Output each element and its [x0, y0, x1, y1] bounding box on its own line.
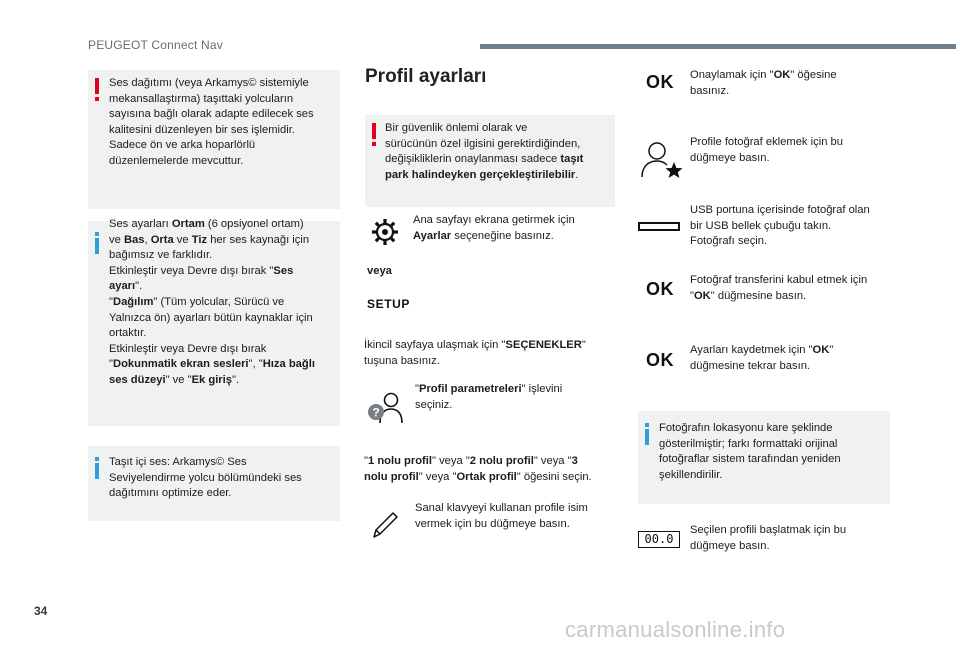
setup-button-label[interactable]: SETUP	[367, 297, 411, 311]
page-number: 34	[34, 604, 48, 618]
ok-button-icon[interactable]: OK	[646, 350, 674, 370]
ok-button-icon[interactable]: OK	[646, 72, 674, 92]
info-icon	[645, 429, 649, 445]
secondary-page-step-text: İkincil sayfaya ulaşmak için "SEÇENEKLER" tuşuna basınız.	[364, 339, 586, 367]
profile-params-step-text: "Profil parametreleri" işlevini seçiniz.	[415, 383, 563, 411]
warning-text: Bir güvenlik önlemi olarak ve sürücünün özel ilgisini gerektirdiğinden, değişikliklerin onaylanması sadece taşıt park halindeyken gerçekleştirilebilir.	[385, 122, 584, 181]
usb-stick-icon	[638, 222, 680, 231]
transfer-step-text: Fotoğraf transferini kabul etmek için "OK" düğmesine basın.	[690, 274, 868, 302]
info-icon	[95, 463, 99, 479]
add-photo-step-text: Profile fotoğraf eklemek için bu düğmeye basın.	[690, 136, 843, 164]
info-text: Taşıt içi ses: Arkamys© Ses Seviyelendirme yolcu bölümündeki ses dağıtımını optimize eder.	[109, 456, 302, 500]
page-title: Profil ayarları	[365, 66, 487, 87]
photo-format-info-box	[638, 411, 890, 504]
reset-step-text: Seçilen profili başlatmak için bu düğmeye basın.	[690, 524, 847, 552]
svg-text:?: ?	[372, 405, 380, 420]
info-text: Fotoğrafın lokasyonu kare şeklinde gösterilmiştir; farkı formattaki orijinal fotoğraflar sistem tarafından yeniden şekillendirilir.	[659, 422, 841, 481]
profile-choice-text: "1 nolu profil" veya "2 nolu profil" veya "3 nolu profil" veya "Ortak profil" öğesini seçin.	[364, 455, 592, 483]
settings-gear-icon[interactable]	[371, 218, 399, 246]
page-header-title: PEUGEOT Connect Nav	[88, 38, 223, 52]
or-label: veya	[367, 265, 392, 277]
reset-profile-button[interactable]: 00.0	[638, 531, 680, 548]
info-icon	[95, 238, 99, 254]
settings-step-text: Ana sayfayı ekrana getirmek için Ayarlar seçeneğine basınız.	[413, 214, 575, 242]
add-profile-photo-icon[interactable]	[640, 140, 684, 178]
header-accent-bar	[480, 44, 956, 49]
arkamys-info-box	[88, 446, 340, 521]
ok-button-icon[interactable]: OK	[646, 279, 674, 299]
warning-icon	[95, 78, 99, 94]
pencil-edit-icon[interactable]	[370, 510, 400, 540]
save-step-text: Ayarları kaydetmek için "OK" düğmesine tekrar basın.	[690, 344, 834, 372]
confirm-step-text: Onaylamak için "OK" öğesine basınız.	[690, 69, 837, 97]
profile-help-icon[interactable]	[366, 392, 406, 424]
warning-icon	[372, 123, 376, 139]
keyboard-step-text: Sanal klavyeyi kullanan profile isim vermek için bu düğmeye basın.	[415, 502, 588, 530]
usb-step-text: USB portuna içerisinde fotoğraf olan bir USB bellek çubuğu takın. Fotoğrafı seçin.	[690, 204, 870, 248]
info-text: Ses ayarları Ortam (6 opsiyonel ortam) ve Bas, Orta ve Tiz her ses kaynağı için bağımsız ve farklıdır. Etkinleştir veya Devre dışı bırak "Ses ayarı". "Dağılım" (Tüm yolcular, Sürücü ve Yalnızca ön) ayarları bütün kaynaklar için ortaktır. Etkinleştir veya Devre dışı bırak "Dokunmatik ekran sesleri", "Hıza bağlı ses düzeyi" ve "Ek giriş".	[109, 218, 315, 386]
sound-settings-info-box	[88, 218, 340, 426]
warning-text: Ses dağıtımı (veya Arkamys© sistemiyle mekansallaştırma) taşıttaki yolcuların sayısına bağlı olarak adapte edilecek ses kalitesini düzenleyen bir ses işlemidir. Sadece ön ve arka hoparlörlü düzenlemelerde mevcuttur.	[109, 77, 314, 167]
sound-distribution-warning-box	[88, 70, 340, 209]
safety-warning-box	[365, 115, 615, 207]
watermark: carmanualsonline.info	[565, 617, 786, 642]
